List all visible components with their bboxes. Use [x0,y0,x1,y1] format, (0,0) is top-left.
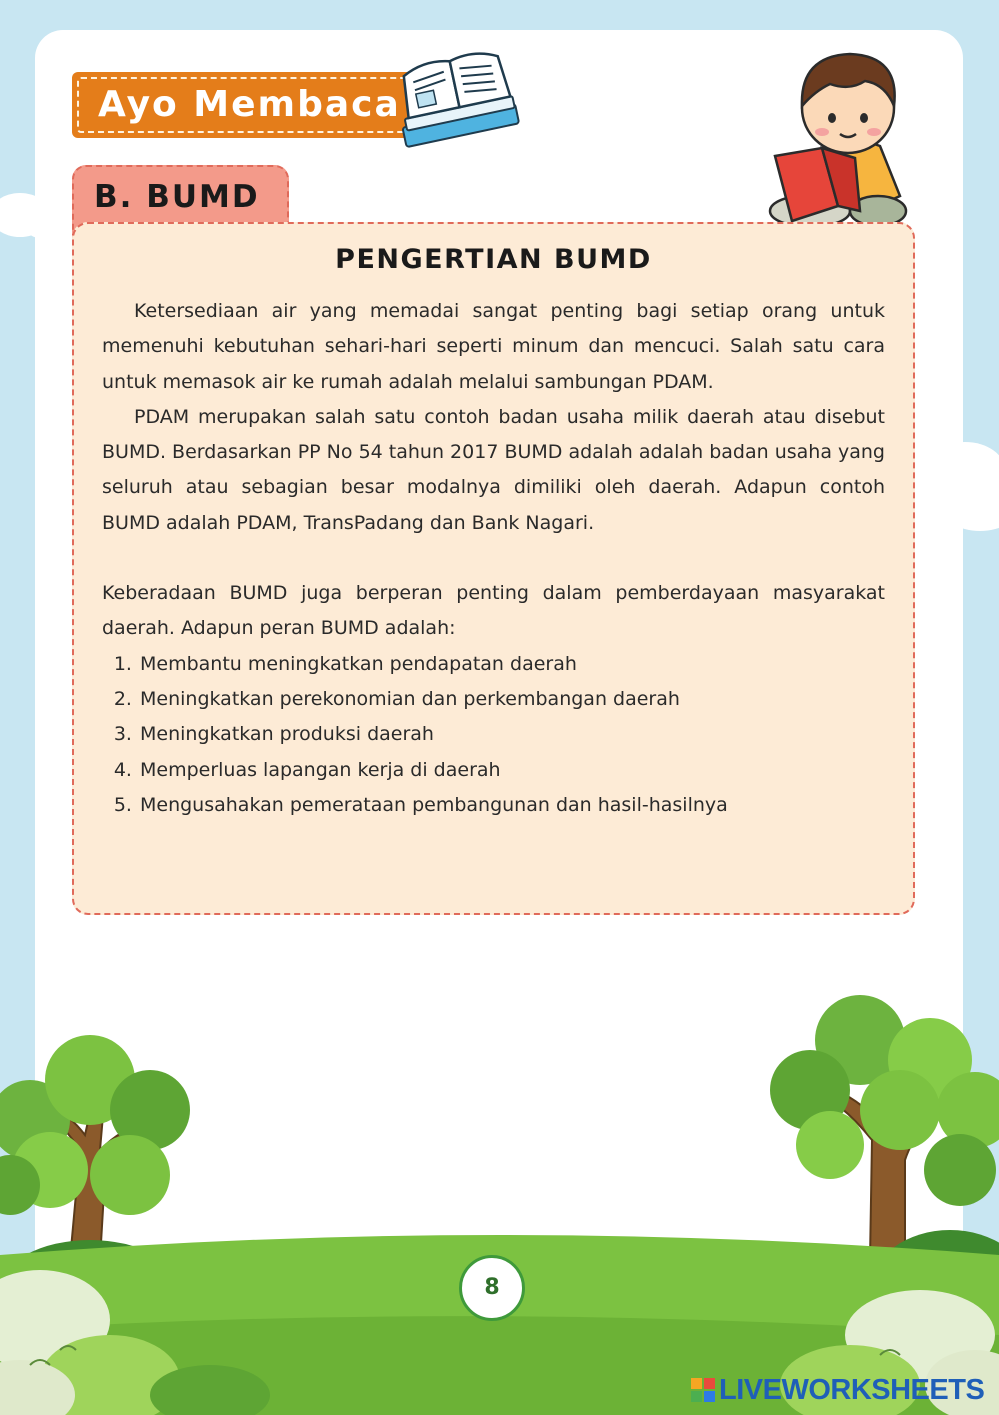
page-number: 8 [484,1275,500,1300]
content-title: PENGERTIAN BUMD [335,244,652,275]
paragraph-pdam: PDAM merupakan salah satu contoh badan usaha milik daerah atau disebut BUMD. Berdasarkan PP No 54 tahun 2017 BUMD adalah adalah badan usaha yang seluruh atau sebagian besar modalnya dimiliki oleh daerah. Adapun contoh BUMD adalah PDAM, TransPadang dan Bank Nagari. [102,405,885,534]
list-item: 3. Meningkatkan produksi daerah [138,717,885,752]
liveworksheets-logo-icon [690,1377,716,1403]
watermark-text: LIVEWORKSHEETS [719,1373,985,1406]
left-tree-illustration [0,1035,190,1260]
right-tree-illustration [770,995,999,1260]
page-number-badge [459,1255,525,1321]
liveworksheets-watermark [690,1374,984,1406]
section-label: B. BUMD [94,179,260,215]
banner-title: Ayo Membaca [98,84,401,125]
paragraph-water: Ketersediaan air yang memadai sangat penting bagi setiap orang untuk memenuhi kebutuhan sehari-hari seperti minum dan mencuci. Salah satu cara untuk memasok air ke rumah adalah melalui sambungan PDAM. [102,300,885,393]
list-item: 4. Memperluas lapangan kerja di daerah [138,753,885,788]
list-item: 5. Mengusahakan pemerataan pembangunan dan hasil-hasilnya [138,788,885,823]
list-item: 1. Membantu meningkatkan pendapatan daerah [138,647,885,682]
paragraph-role: Keberadaan BUMD juga berperan penting dalam pemberdayaan masyarakat daerah. Adapun peran BUMD adalah: [102,582,885,640]
list-item: 2. Meningkatkan perekonomian dan perkembangan daerah [138,682,885,717]
